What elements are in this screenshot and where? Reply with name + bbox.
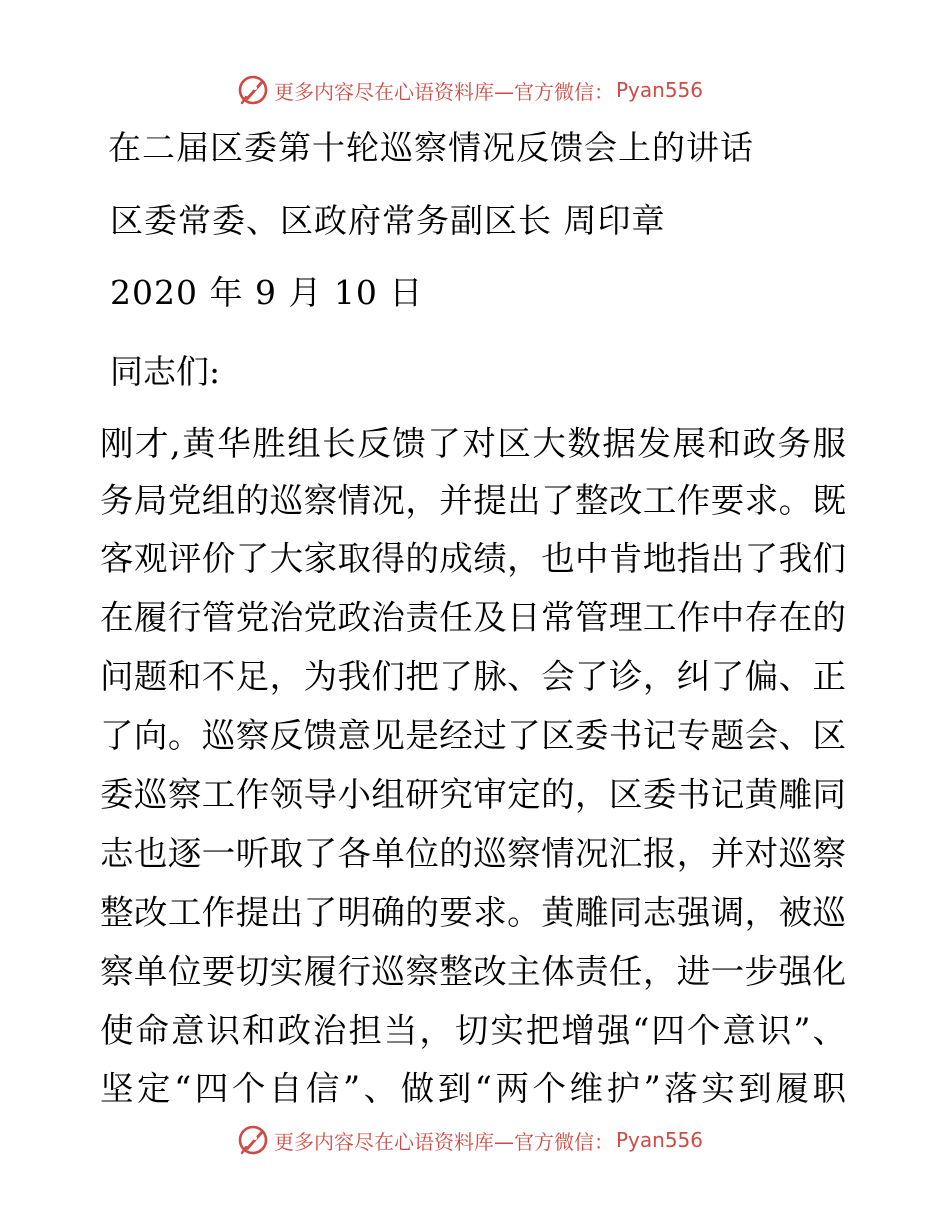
watermark-wechat-id: Pyan556 xyxy=(616,1128,704,1152)
body-line: 志也逐一听取了各单位的巡察情况汇报，并对巡察 xyxy=(100,834,846,873)
watermark-wechat-id: Pyan556 xyxy=(616,78,704,102)
body-line: 坚定“四个自信”、做到“两个维护”落实到履职 xyxy=(100,1069,846,1108)
body-line: 在履行管党治党政治责任及日常管理工作中存在的 xyxy=(100,598,846,637)
header-watermark xyxy=(236,72,703,108)
body-line: 客观评价了大家取得的成绩，也中肯地指出了我们 xyxy=(100,539,846,578)
body-line: 了向。巡察反馈意见是经过了区委书记专题会、区 xyxy=(100,716,846,755)
body-line: 委巡察工作领导小组研究审定的，区委书记黄雕同 xyxy=(100,775,846,814)
body-line: 使命意识和政治担当，切实把增强“四个意识”、 xyxy=(100,1011,846,1050)
quill-pen-logo-icon xyxy=(236,1123,270,1157)
body-line: 察单位要切实履行巡察整改主体责任，进一步强化 xyxy=(100,952,846,991)
greeting: 同志们: xyxy=(110,352,221,391)
author-line: 区委常委、区政府常务副区长 周印章 xyxy=(110,201,666,240)
watermark-text: 更多内容尽在心语资料库—官方微信： xyxy=(274,1129,614,1154)
page-title: 在二届区委第十轮巡察情况反馈会上的讲话 xyxy=(108,128,754,167)
body-line: 刚才,黄华胜组长反馈了对区大数据发展和政务服 xyxy=(100,424,846,463)
watermark-text: 更多内容尽在心语资料库—官方微信： xyxy=(274,79,614,104)
body-line: 整改工作提出了明确的要求。黄雕同志强调，被巡 xyxy=(100,893,846,932)
date-line: 2020 年 9 月 10 日 xyxy=(110,273,424,312)
body-line: 问题和不足，为我们把了脉、会了诊，纠了偏、正 xyxy=(100,657,846,696)
footer-watermark xyxy=(236,1122,703,1158)
quill-pen-logo-icon xyxy=(236,73,270,107)
body-line: 务局党组的巡察情况，并提出了整改工作要求。既 xyxy=(100,481,846,520)
